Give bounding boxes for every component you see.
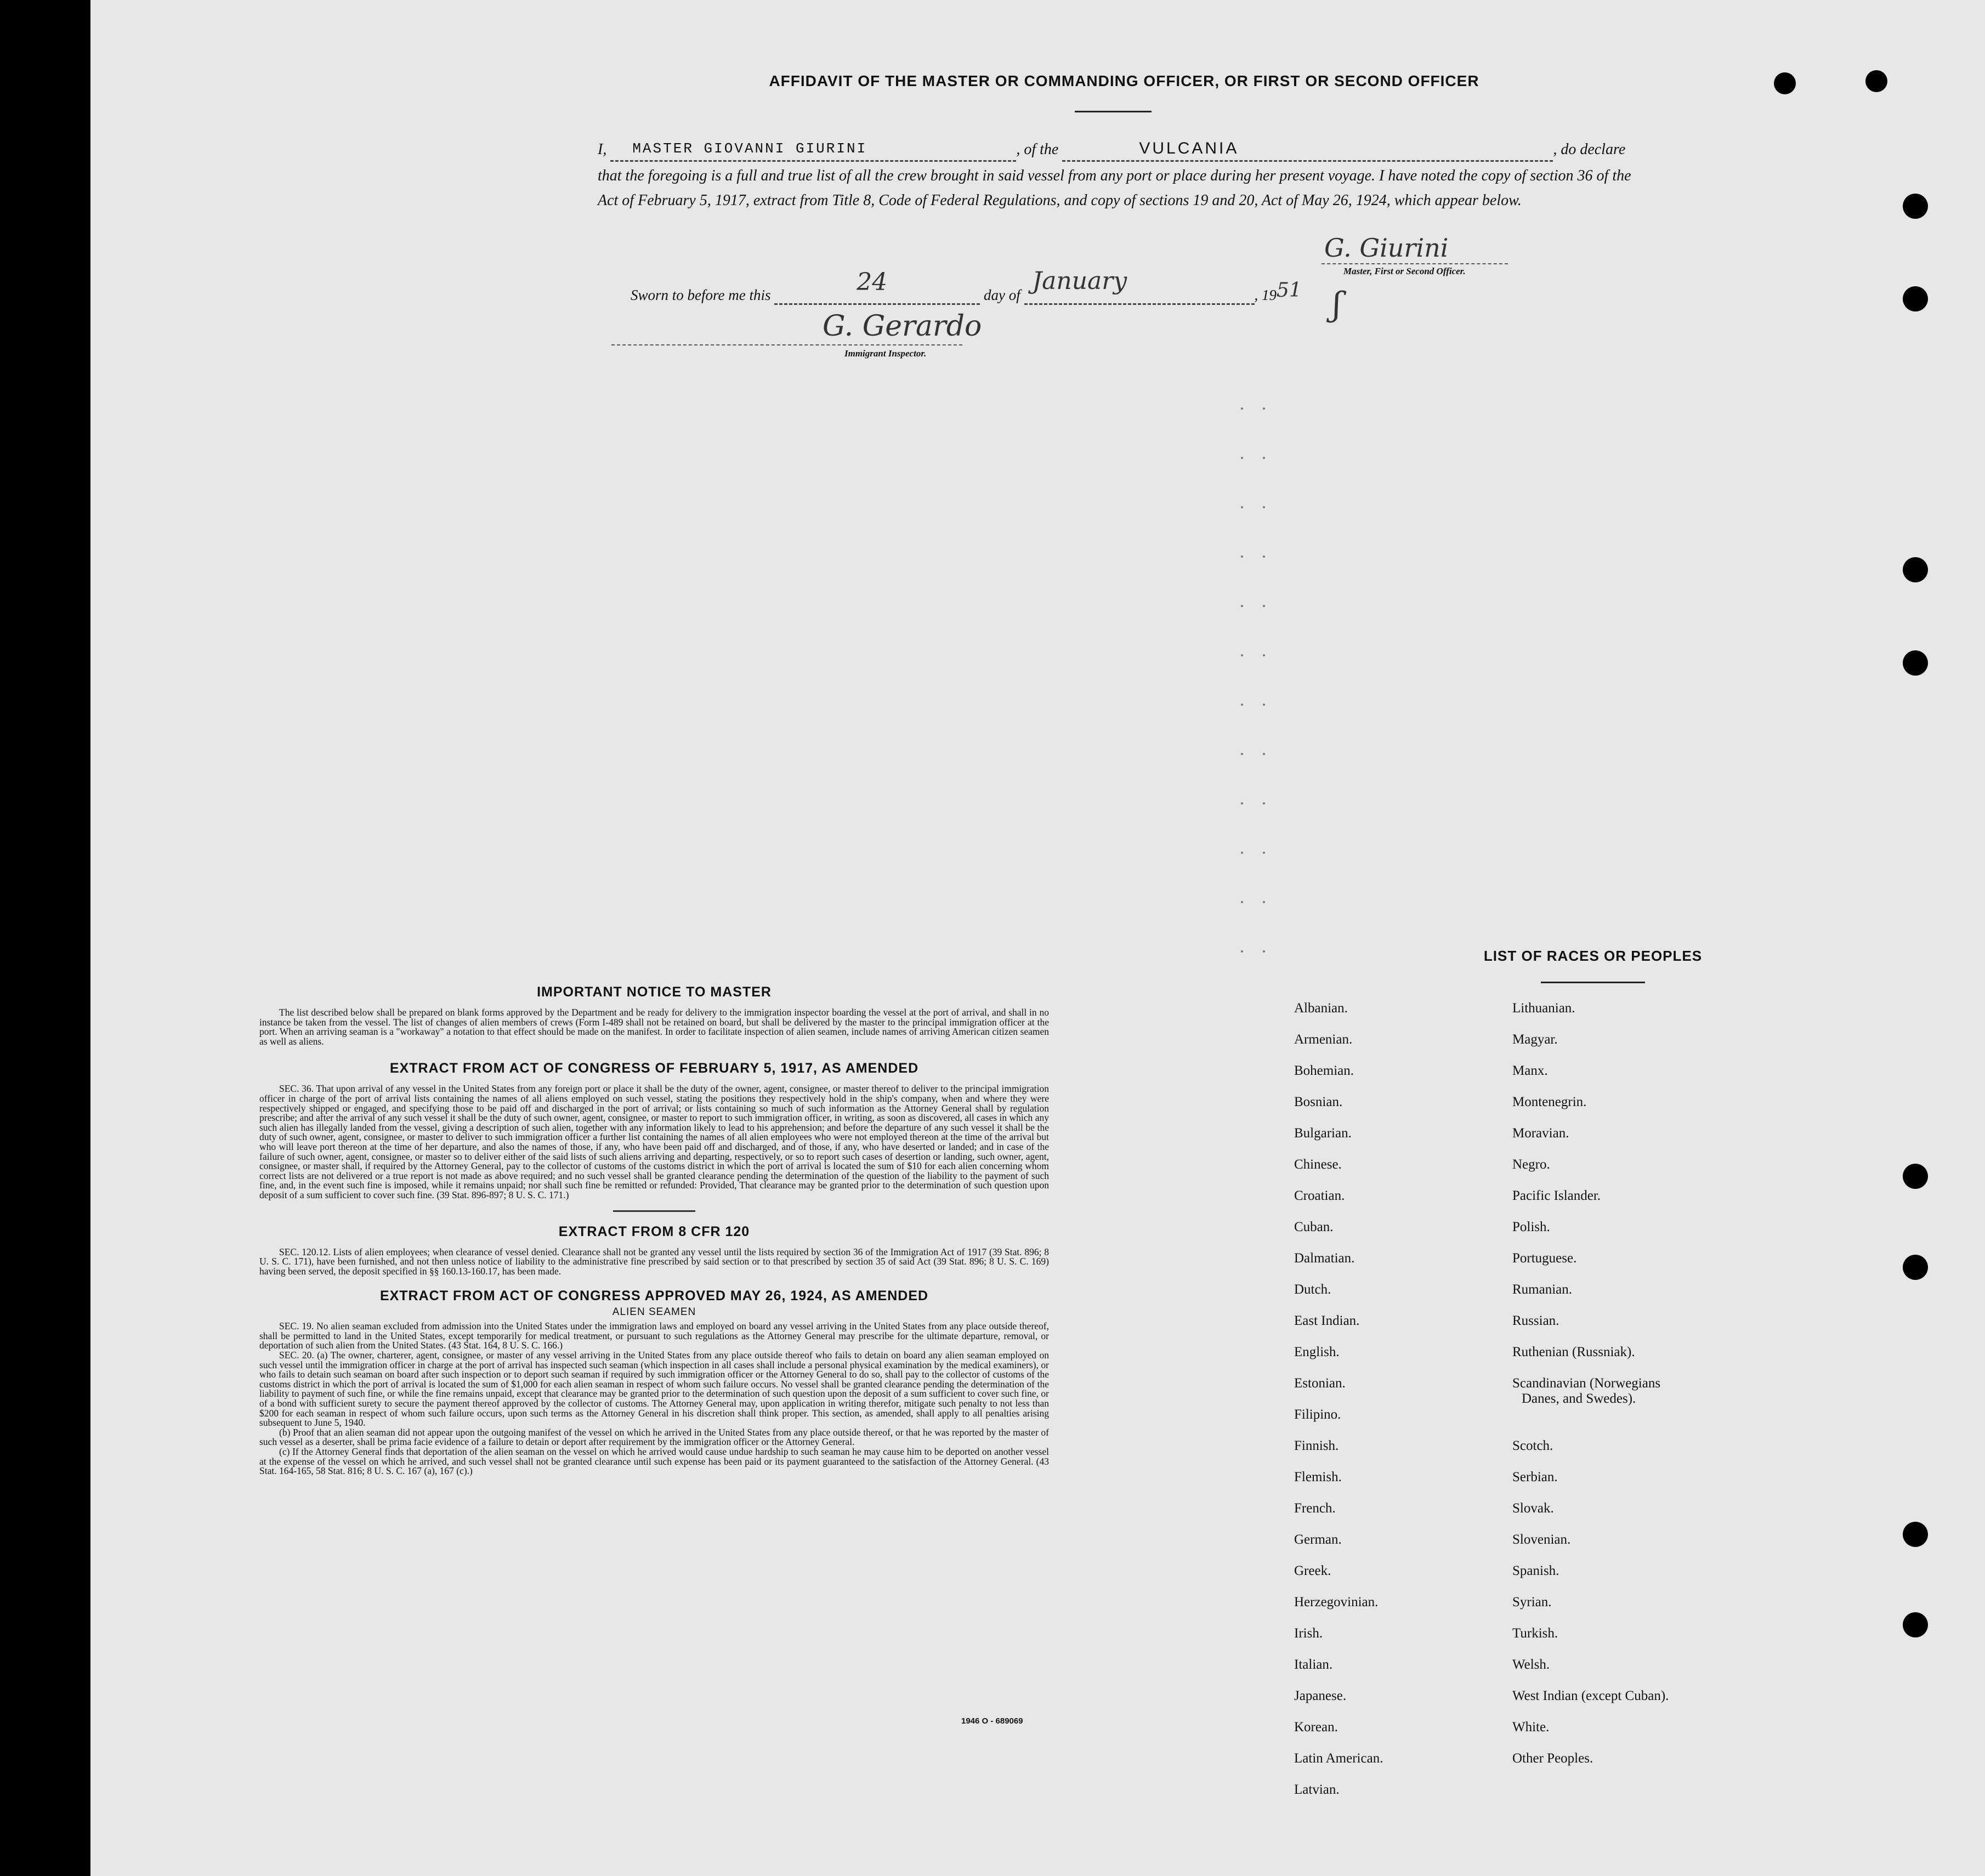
race-item: Latvian. xyxy=(1294,1782,1340,1797)
punch-hole xyxy=(1903,1255,1928,1280)
punch-hole xyxy=(1903,1164,1928,1189)
race-item: Estonian. xyxy=(1294,1376,1346,1391)
title-divider xyxy=(1075,111,1152,112)
race-item: Rumanian. xyxy=(1512,1282,1573,1297)
race-item: Bohemian. xyxy=(1294,1063,1354,1078)
race-item: Syrian. xyxy=(1512,1595,1552,1609)
sec20c-text: (c) If the Attorney General finds that deportation of the alien seaman on the vessel on which he arrived would cause undue hardship to such seaman he may cause him to be deported on another vessel at the expense of the vessel on which he arrived, and such vessel shall not be granted clearance until such expense has been paid or its payment guaranteed to the satisfaction of the Attorney General. (43 Stat. 164-165, 58 Stat. 816; 8 U. S. C. 167 (a), 167 (c).) xyxy=(259,1446,1049,1477)
sec20a-text: SEC. 20. (a) The owner, charterer, agent, consignee, or master of any vessel arriving in the United States from any place outside thereof who fails to detain on board any alien seaman employed on such vessel until the immigration officer in charge at the port of arrival has inspected such seaman (which inspection in all cases shall include a personal physical examination by the medical examiners), or who fails to detain such seaman on board after such inspection or to deport such seaman if required by such immigration officer or the Attorney General to do so, shall pay to the collector of customs of the customs district in which the port of arrival is located the sum of $1,000 for each alien seaman in respect of whom such failure occurs. No vessel shall be granted clearance pending the determination of the liability to payment of such fine, or while the fine remains unpaid, except that clearance may be granted prior to the determination of such question upon the deposit of a sum sufficient to cover such fine, or of a bond with sufficient surety to secure the payment thereof approved by the collector of customs. The Attorney General may, upon application in writing therefor, mitigate such penalty to not less than $200 for each seaman in respect of whom such failure occurs, upon such terms as the Attorney General in his discretion shall think proper. This section, as amended, shall apply to all penalties arising subsequent to June 5, 1940. xyxy=(259,1350,1049,1429)
notices-column xyxy=(259,984,1049,1476)
race-item: Flemish. xyxy=(1294,1470,1342,1484)
sworn-month-field xyxy=(1024,267,1255,305)
affidavit-statement: that the foregoing is a full and true list of all the crew brought in said vessel from any port or place during her present voyage. I have noted the copy of section 36 of the Act of February 5, 1917, extract from Title 8, Code of Federal Regulations, and copy of sections 19 and 20, Act of May 26, 1924, which appear below. xyxy=(598,167,1631,209)
race-item: Ruthenian (Russniak). xyxy=(1512,1345,1635,1359)
race-item: Finnish. xyxy=(1294,1438,1339,1453)
race-item: Latin American. xyxy=(1294,1751,1383,1766)
affidavit-title: AFFIDAVIT OF THE MASTER OR COMMANDING OFFICER, OR FIRST OR SECOND OFFICER xyxy=(769,72,1479,89)
affidavit-body xyxy=(598,137,1634,213)
race-item: Negro. xyxy=(1512,1157,1550,1172)
race-item: Portuguese. xyxy=(1512,1251,1577,1266)
sworn-line xyxy=(631,267,1398,305)
race-item: Chinese. xyxy=(1294,1157,1342,1172)
do-declare-label: , do declare xyxy=(1553,141,1626,158)
master-name-field: MASTER GIOVANNI GIURINI xyxy=(610,139,1016,162)
day-of-label: day of xyxy=(984,287,1020,303)
race-item: Welsh. xyxy=(1512,1657,1550,1672)
race-item: Cuban. xyxy=(1294,1220,1334,1234)
punch-hole xyxy=(1865,70,1887,92)
race-item: Polish. xyxy=(1512,1220,1550,1234)
extract-1917-heading: EXTRACT FROM ACT OF CONGRESS OF FEBRUARY 5, 1917, AS AMENDED xyxy=(389,1061,919,1076)
race-item: Manx. xyxy=(1512,1063,1548,1078)
i-label: I, xyxy=(598,141,607,158)
sec19-text: SEC. 19. No alien seaman excluded from admission into the United States under the immigration laws and employed on board any vessel arriving in the United States from any place outside thereof, shall be permitted to land in the United States, except temporarily for medical treatment, or pursuant to such regulations as the Attorney General may prescribe for the ultimate departure, removal, or deportation of such alien from the United States. (43 Stat. 164, 8 U. S. C. 166.) xyxy=(259,1320,1049,1351)
race-item: Irish. xyxy=(1294,1626,1323,1641)
master-flourish: ʃ xyxy=(1332,285,1342,324)
extract-cfr-text: SEC. 120.12. Lists of alien employees; when clearance of vessel denied. Clearance shall not be granted any vessel until the lists required by section 36 of the Immigration Act of 1917 (39 Stat. 896; 8 U. S. C. 171), have been furnished, and not then unless notice of liability to the administrative fine prescribed by said section or to that prescribed by section 35 of said Act (39 Stat. 896; 8 U. S. C. 169) having been served, the deposit specified in §§ 160.13-160.17, has been made. xyxy=(259,1246,1049,1277)
inspector-signature-line xyxy=(611,344,962,345)
race-item: Albanian. xyxy=(1294,1001,1348,1016)
punch-hole xyxy=(1903,557,1928,582)
race-item: Croatian. xyxy=(1294,1188,1345,1203)
race-item: Russian. xyxy=(1512,1313,1559,1328)
extract-cfr-heading: EXTRACT FROM 8 CFR 120 xyxy=(558,1223,750,1239)
punch-hole xyxy=(1903,286,1928,311)
race-item: Turkish. xyxy=(1512,1626,1558,1641)
punch-hole xyxy=(1903,1522,1928,1547)
master-signature-line xyxy=(1322,263,1508,264)
race-item: Montenegrin. xyxy=(1512,1095,1587,1109)
notice-heading: IMPORTANT NOTICE TO MASTER xyxy=(537,984,772,1000)
races-title-divider xyxy=(1541,982,1645,983)
sworn-month-value: January xyxy=(1032,267,1127,295)
notice-text: The list described below shall be prepared on blank forms approved by the Department and be ready for delivery to the immigration inspector boarding the vessel at the port of arrival, and shall in no instance be taken from the vessel. The list of changes of alien members of crews (Form I-489 shall not be retained on board, but shall be delivered by the master to the principal immigration officer at the port. When an arriving seaman is a "workaway" a notation to that effect should be made on the manifest. In order to facilitate inspection of alien seamen, include names of arriving American citizen seamen as well as aliens. xyxy=(259,1007,1049,1047)
inspector-signature: G. Gerardo xyxy=(823,310,982,343)
race-item: Pacific Islander. xyxy=(1512,1188,1601,1203)
year-prefix: , 19 xyxy=(1254,287,1277,303)
race-item: Filipino. xyxy=(1294,1407,1341,1422)
race-item: Scotch. xyxy=(1512,1438,1553,1453)
punch-hole xyxy=(1903,1612,1928,1637)
race-item: Spanish. xyxy=(1512,1563,1559,1578)
punch-hole xyxy=(1903,194,1928,219)
of-the-label: , of the xyxy=(1016,141,1059,158)
race-item: Herzegovinian. xyxy=(1294,1595,1379,1609)
race-item: Korean. xyxy=(1294,1720,1338,1735)
race-item: East Indian. xyxy=(1294,1313,1360,1328)
race-item: Magyar. xyxy=(1512,1032,1558,1047)
race-item: Danes, and Swedes). xyxy=(1522,1391,1636,1406)
race-item: Italian. xyxy=(1294,1657,1333,1672)
races-title: LIST OF RACES OR PEOPLES xyxy=(1483,948,1703,964)
race-item: Dutch. xyxy=(1294,1282,1331,1297)
race-item: Moravian. xyxy=(1512,1126,1569,1141)
race-item: Armenian. xyxy=(1294,1032,1353,1047)
punch-hole xyxy=(1774,72,1796,94)
sec20b-text: (b) Proof that an alien seaman did not appear upon the outgoing manifest of the vessel on which he arrived in the United States from any place outside thereof, or that he was reported by the master of such vessel as a deserter, shall be prima facie evidence of a failure to detain or deport after requirement by the immigration officer or the Attorney General. xyxy=(259,1426,1049,1448)
master-signature: G. Giurini xyxy=(1324,233,1449,263)
race-item: Scandinavian (Norwegians xyxy=(1512,1376,1661,1391)
extract-1924-subheading: ALIEN SEAMEN xyxy=(612,1306,696,1318)
document-page xyxy=(90,0,1985,1876)
race-item: Bosnian. xyxy=(1294,1095,1343,1109)
race-item: Dalmatian. xyxy=(1294,1251,1355,1266)
race-item: Other Peoples. xyxy=(1512,1751,1593,1766)
race-item: White. xyxy=(1512,1720,1550,1735)
print-code: 1946 O - 689069 xyxy=(961,1716,1023,1726)
extract-1924-heading: EXTRACT FROM ACT OF CONGRESS APPROVED MAY 26, 1924, AS AMENDED xyxy=(379,1288,929,1304)
section-divider xyxy=(613,1210,695,1212)
race-item: West Indian (except Cuban). xyxy=(1512,1688,1669,1703)
race-item: Bulgarian. xyxy=(1294,1126,1352,1141)
sworn-day-value: 24 xyxy=(857,268,888,296)
affidavit-declarant-line xyxy=(598,137,1634,163)
master-caption: Master, First or Second Officer. xyxy=(1343,266,1466,276)
race-item: Lithuanian. xyxy=(1512,1001,1575,1016)
race-item: French. xyxy=(1294,1501,1336,1516)
inspector-caption: Immigrant Inspector. xyxy=(844,348,927,359)
race-item: Greek. xyxy=(1294,1563,1331,1578)
race-item: Slovak. xyxy=(1512,1501,1554,1516)
race-item: German. xyxy=(1294,1532,1342,1547)
race-item: English. xyxy=(1294,1345,1340,1359)
extract-1917-text: SEC. 36. That upon arrival of any vessel in the United States from any foreign port or place it shall be the duty of the owner, agent, consignee, or master thereof to deliver to the principal immigration officer in charge of the port of arrival lists containing the names of all aliens employed on such vessel, stating the positions they respectively hold in the ship's company, when and where they were respectively shipped or engaged, and specifying those to be paid off and discharged in the port of arrival; or lists containing so much of such information as the Attorney General shall by regulation prescribe; and after the arrival of any such vessel it shall be the duty of such owner, agent, consignee, or master to report to such immigration officer, in writing, as soon as discovered, all cases in which any such alien has illegally landed from the vessel, giving a description of such alien, together with any information likely to lead to his apprehension; and before the departure of any such vessel it shall be the duty of such owner, agent, consignee, or master to deliver to such immigration officer a further list containing the names of all alien employees who were not employed thereon at the time of the arrival but who will leave port thereon at the time of her departure, and also the names of those, if any, who have been paid off and discharged, and of those, if any, who have deserted or landed; and in case of the failure of such owner, agent, consignee, or master so to deliver either of the said lists of such aliens arriving and departing, respectively, or so to report such cases of desertion or landing, such owner, agent, consignee, or master shall, if required by the Attorney General, pay to the collector of customs of the customs district in which the port of arrival is located the sum of $10 for each alien concerning whom correct lists are not delivered or a true report is not made as above required; and no such vessel shall be granted clearance pending the determination of the question of the liability to the payment of such fine, and, in the event such fine is imposed, while it remains unpaid; nor shall such fine be remitted or refunded: Provided, That clearance may be granted prior to the determination of such question upon deposit of a sum sufficient to cover such fine. (39 Stat. 896-897; 8 U. S. C. 171.) xyxy=(259,1083,1049,1200)
race-item: Japanese. xyxy=(1294,1688,1347,1703)
race-item: Serbian. xyxy=(1512,1470,1558,1484)
sworn-year-value: 51 xyxy=(1277,279,1302,302)
sworn-label: Sworn to before me this xyxy=(631,287,771,303)
sworn-day-field xyxy=(774,268,980,305)
race-item: Slovenian. xyxy=(1512,1532,1571,1547)
punch-hole xyxy=(1903,650,1928,676)
vessel-name-field: VULCANIA xyxy=(1062,139,1553,162)
faint-dot-marks xyxy=(1239,406,1267,971)
